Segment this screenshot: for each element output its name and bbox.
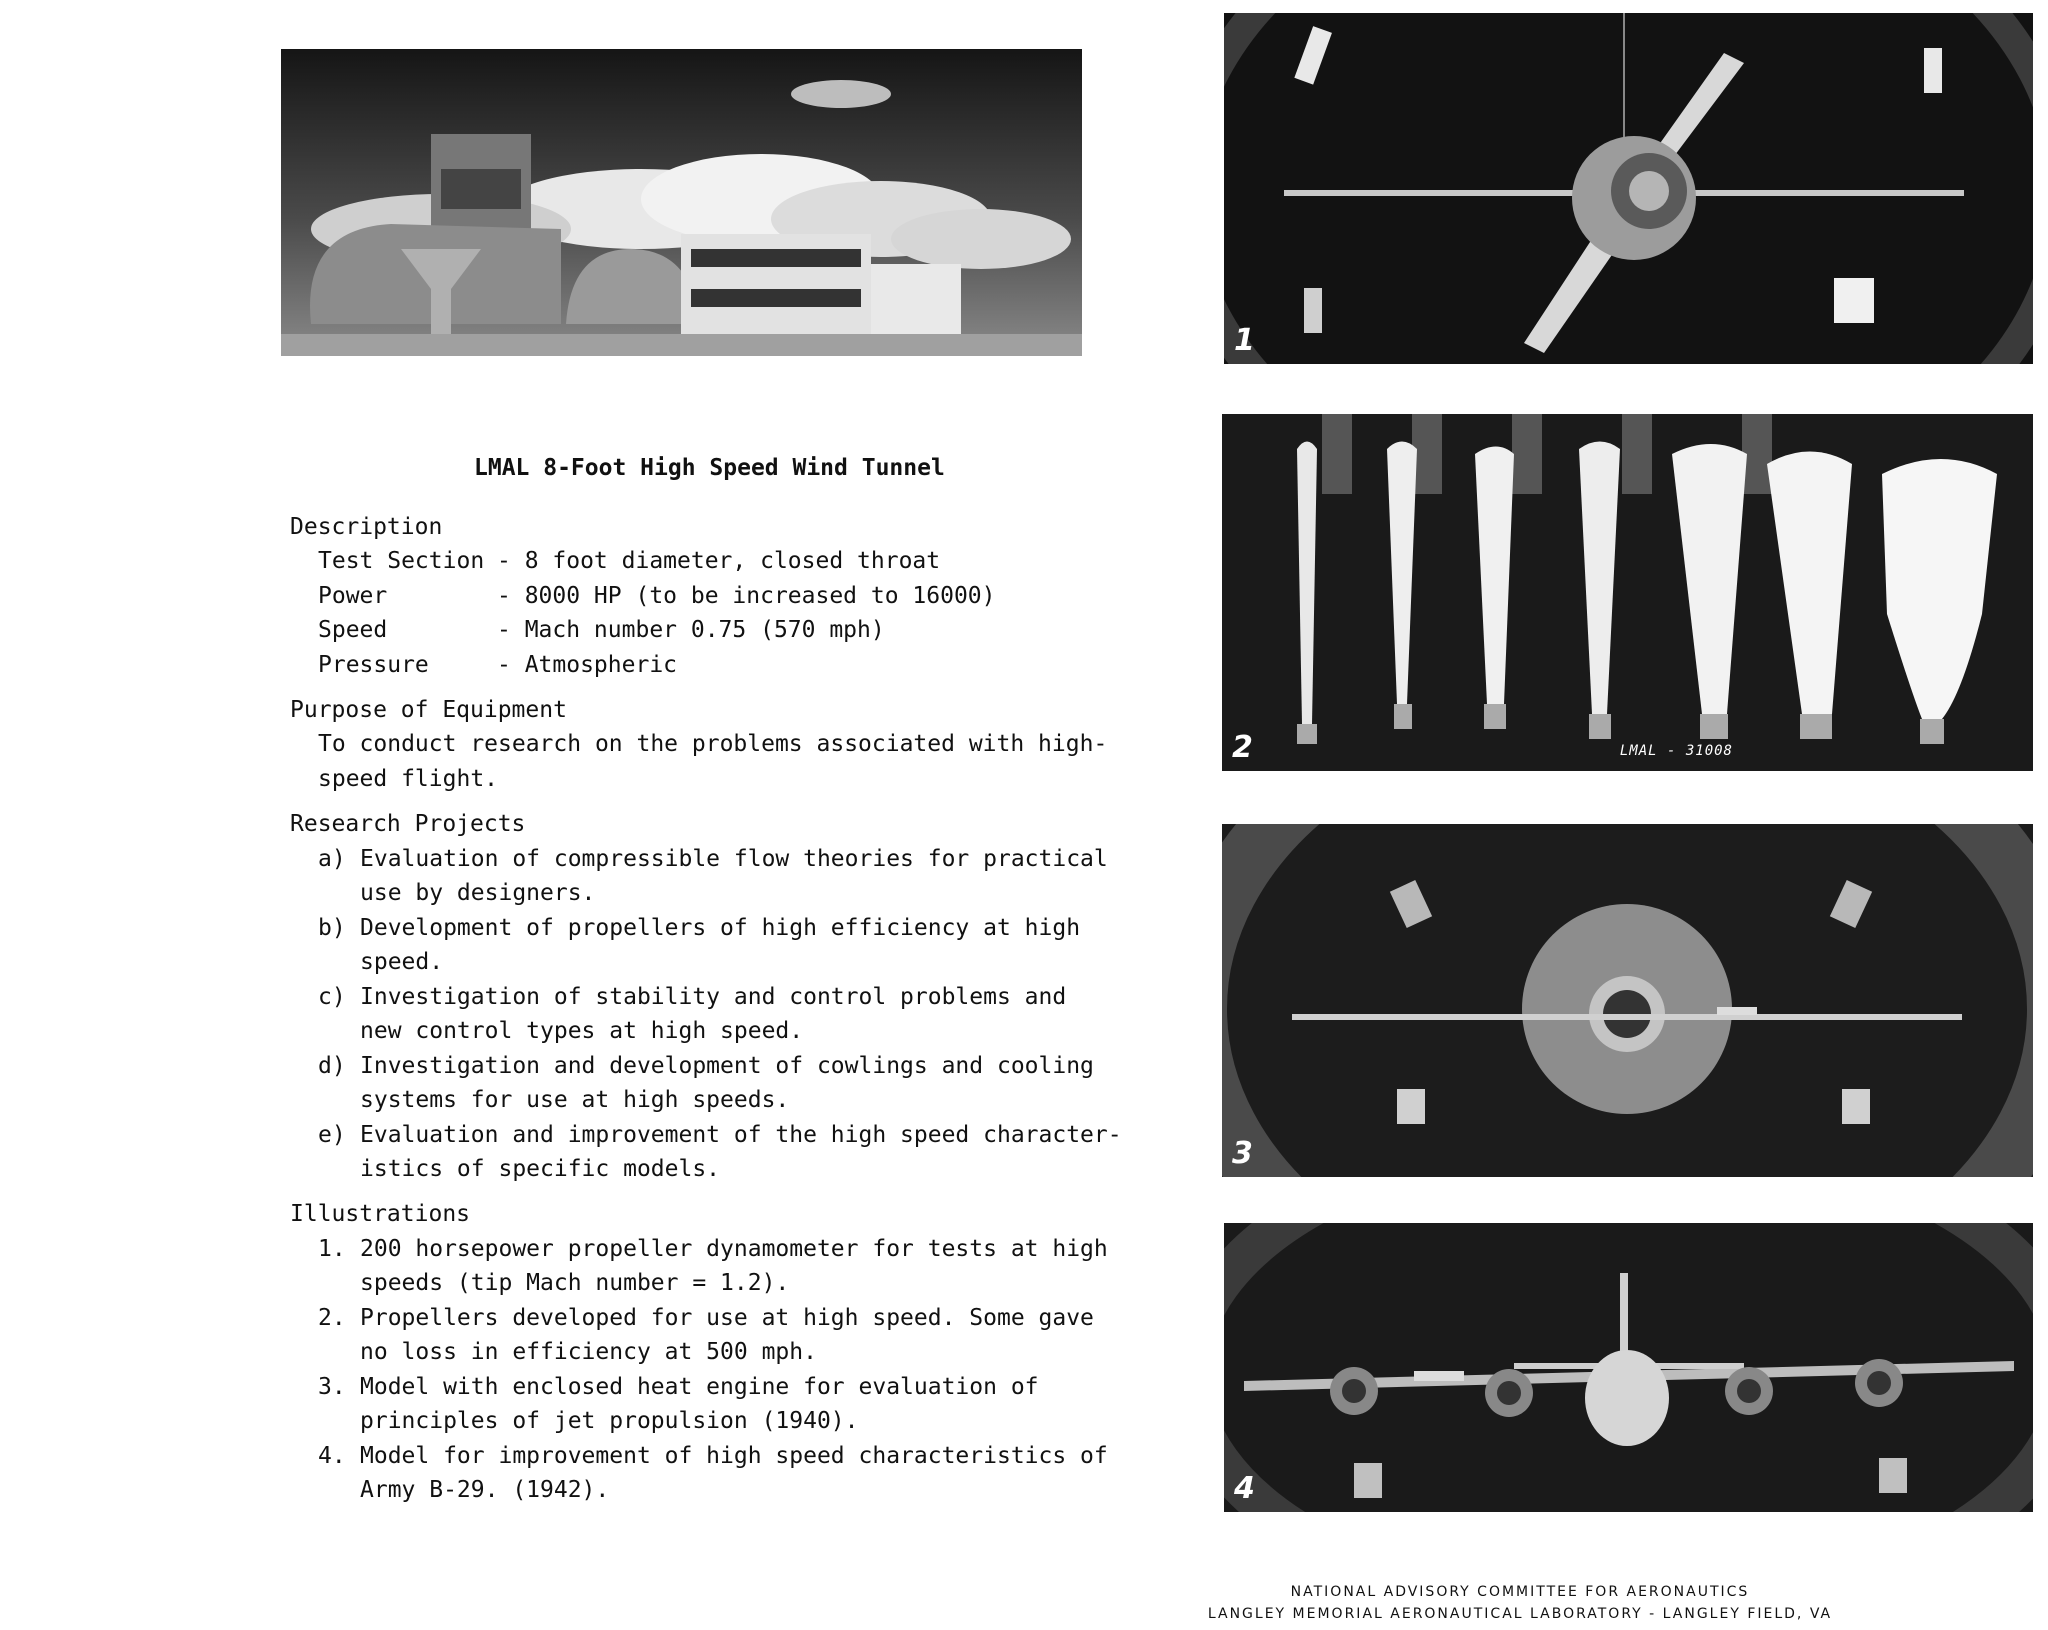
photo-4-b29-model (1224, 1223, 2033, 1512)
spec-value: - 8 foot diameter, closed throat (497, 548, 941, 574)
photo-number: 3 (1232, 1136, 1253, 1171)
list-item: istics of specific models. (360, 1156, 721, 1182)
list-item: 200 horsepower propeller dynamometer for tests at high (360, 1236, 1108, 1262)
list-item: use by designers. (360, 880, 596, 906)
list-item: Model for improvement of high speed characteristics of (360, 1443, 1108, 1469)
photo-3-jet-model (1222, 824, 2033, 1177)
purpose-text: speed flight. (318, 766, 499, 792)
list-marker: 1. (318, 1236, 346, 1262)
list-marker: 3. (318, 1374, 346, 1400)
list-item: no loss in efficiency at 500 mph. (360, 1339, 817, 1365)
purpose-heading: Purpose of Equipment (290, 697, 567, 723)
spec-value: - Atmospheric (497, 652, 678, 678)
list-item: Investigation of stability and control problems and (360, 984, 1067, 1010)
list-item: speeds (tip Mach number = 1.2). (360, 1270, 790, 1296)
list-item: Army B-29. (1942). (360, 1477, 610, 1503)
list-item: Propellers developed for use at high speed. Some gave (360, 1305, 1094, 1331)
photo-2-propellers (1222, 414, 2033, 771)
building-photo (281, 49, 1082, 356)
spec-label: Pressure (318, 652, 429, 678)
spec-label: Test Section (318, 548, 485, 574)
list-item: Evaluation of compressible flow theories for practical (360, 846, 1108, 872)
list-item: principles of jet propulsion (1940). (360, 1408, 859, 1434)
list-marker: c) (318, 984, 346, 1010)
photo-number: 2 (1232, 730, 1253, 765)
footer-line-1: NATIONAL ADVISORY COMMITTEE FOR AERONAUTICS (1290, 1584, 1750, 1600)
list-item: new control types at high speed. (360, 1018, 804, 1044)
list-marker: 2. (318, 1305, 346, 1331)
photo-negative-label: LMAL - 31008 (1619, 743, 1733, 759)
list-item: systems for use at high speeds. (360, 1087, 790, 1113)
footer-line-2: LANGLEY MEMORIAL AERONAUTICAL LABORATORY - LANGLEY FIELD, VA (1207, 1606, 1833, 1622)
page-title: LMAL 8-Foot High Speed Wind Tunnel (474, 455, 945, 481)
list-item: Development of propellers of high efficiency at high (360, 915, 1081, 941)
list-item: Investigation and development of cowlings and cooling (360, 1053, 1094, 1079)
spec-value: - Mach number 0.75 (570 mph) (497, 617, 885, 643)
spec-label: Power (318, 583, 388, 609)
list-marker: a) (318, 846, 346, 872)
purpose-text: To conduct research on the problems associated with high- (318, 731, 1108, 757)
list-marker: d) (318, 1053, 346, 1079)
description-heading: Description (290, 514, 443, 540)
spec-value: - 8000 HP (to be increased to 16000) (497, 583, 996, 609)
photo-1-dynamometer (1224, 13, 2033, 364)
list-item: Evaluation and improvement of the high speed character- (360, 1122, 1122, 1148)
list-marker: e) (318, 1122, 346, 1148)
list-marker: b) (318, 915, 346, 941)
list-item: Model with enclosed heat engine for evaluation of (360, 1374, 1039, 1400)
list-marker: 4. (318, 1443, 346, 1469)
spec-label: Speed (318, 617, 388, 643)
illustrations-heading: Illustrations (290, 1201, 471, 1227)
research-heading: Research Projects (290, 811, 526, 837)
photo-number: 4 (1234, 1471, 1255, 1506)
photo-number: 1 (1234, 323, 1255, 358)
list-item: speed. (360, 949, 444, 975)
